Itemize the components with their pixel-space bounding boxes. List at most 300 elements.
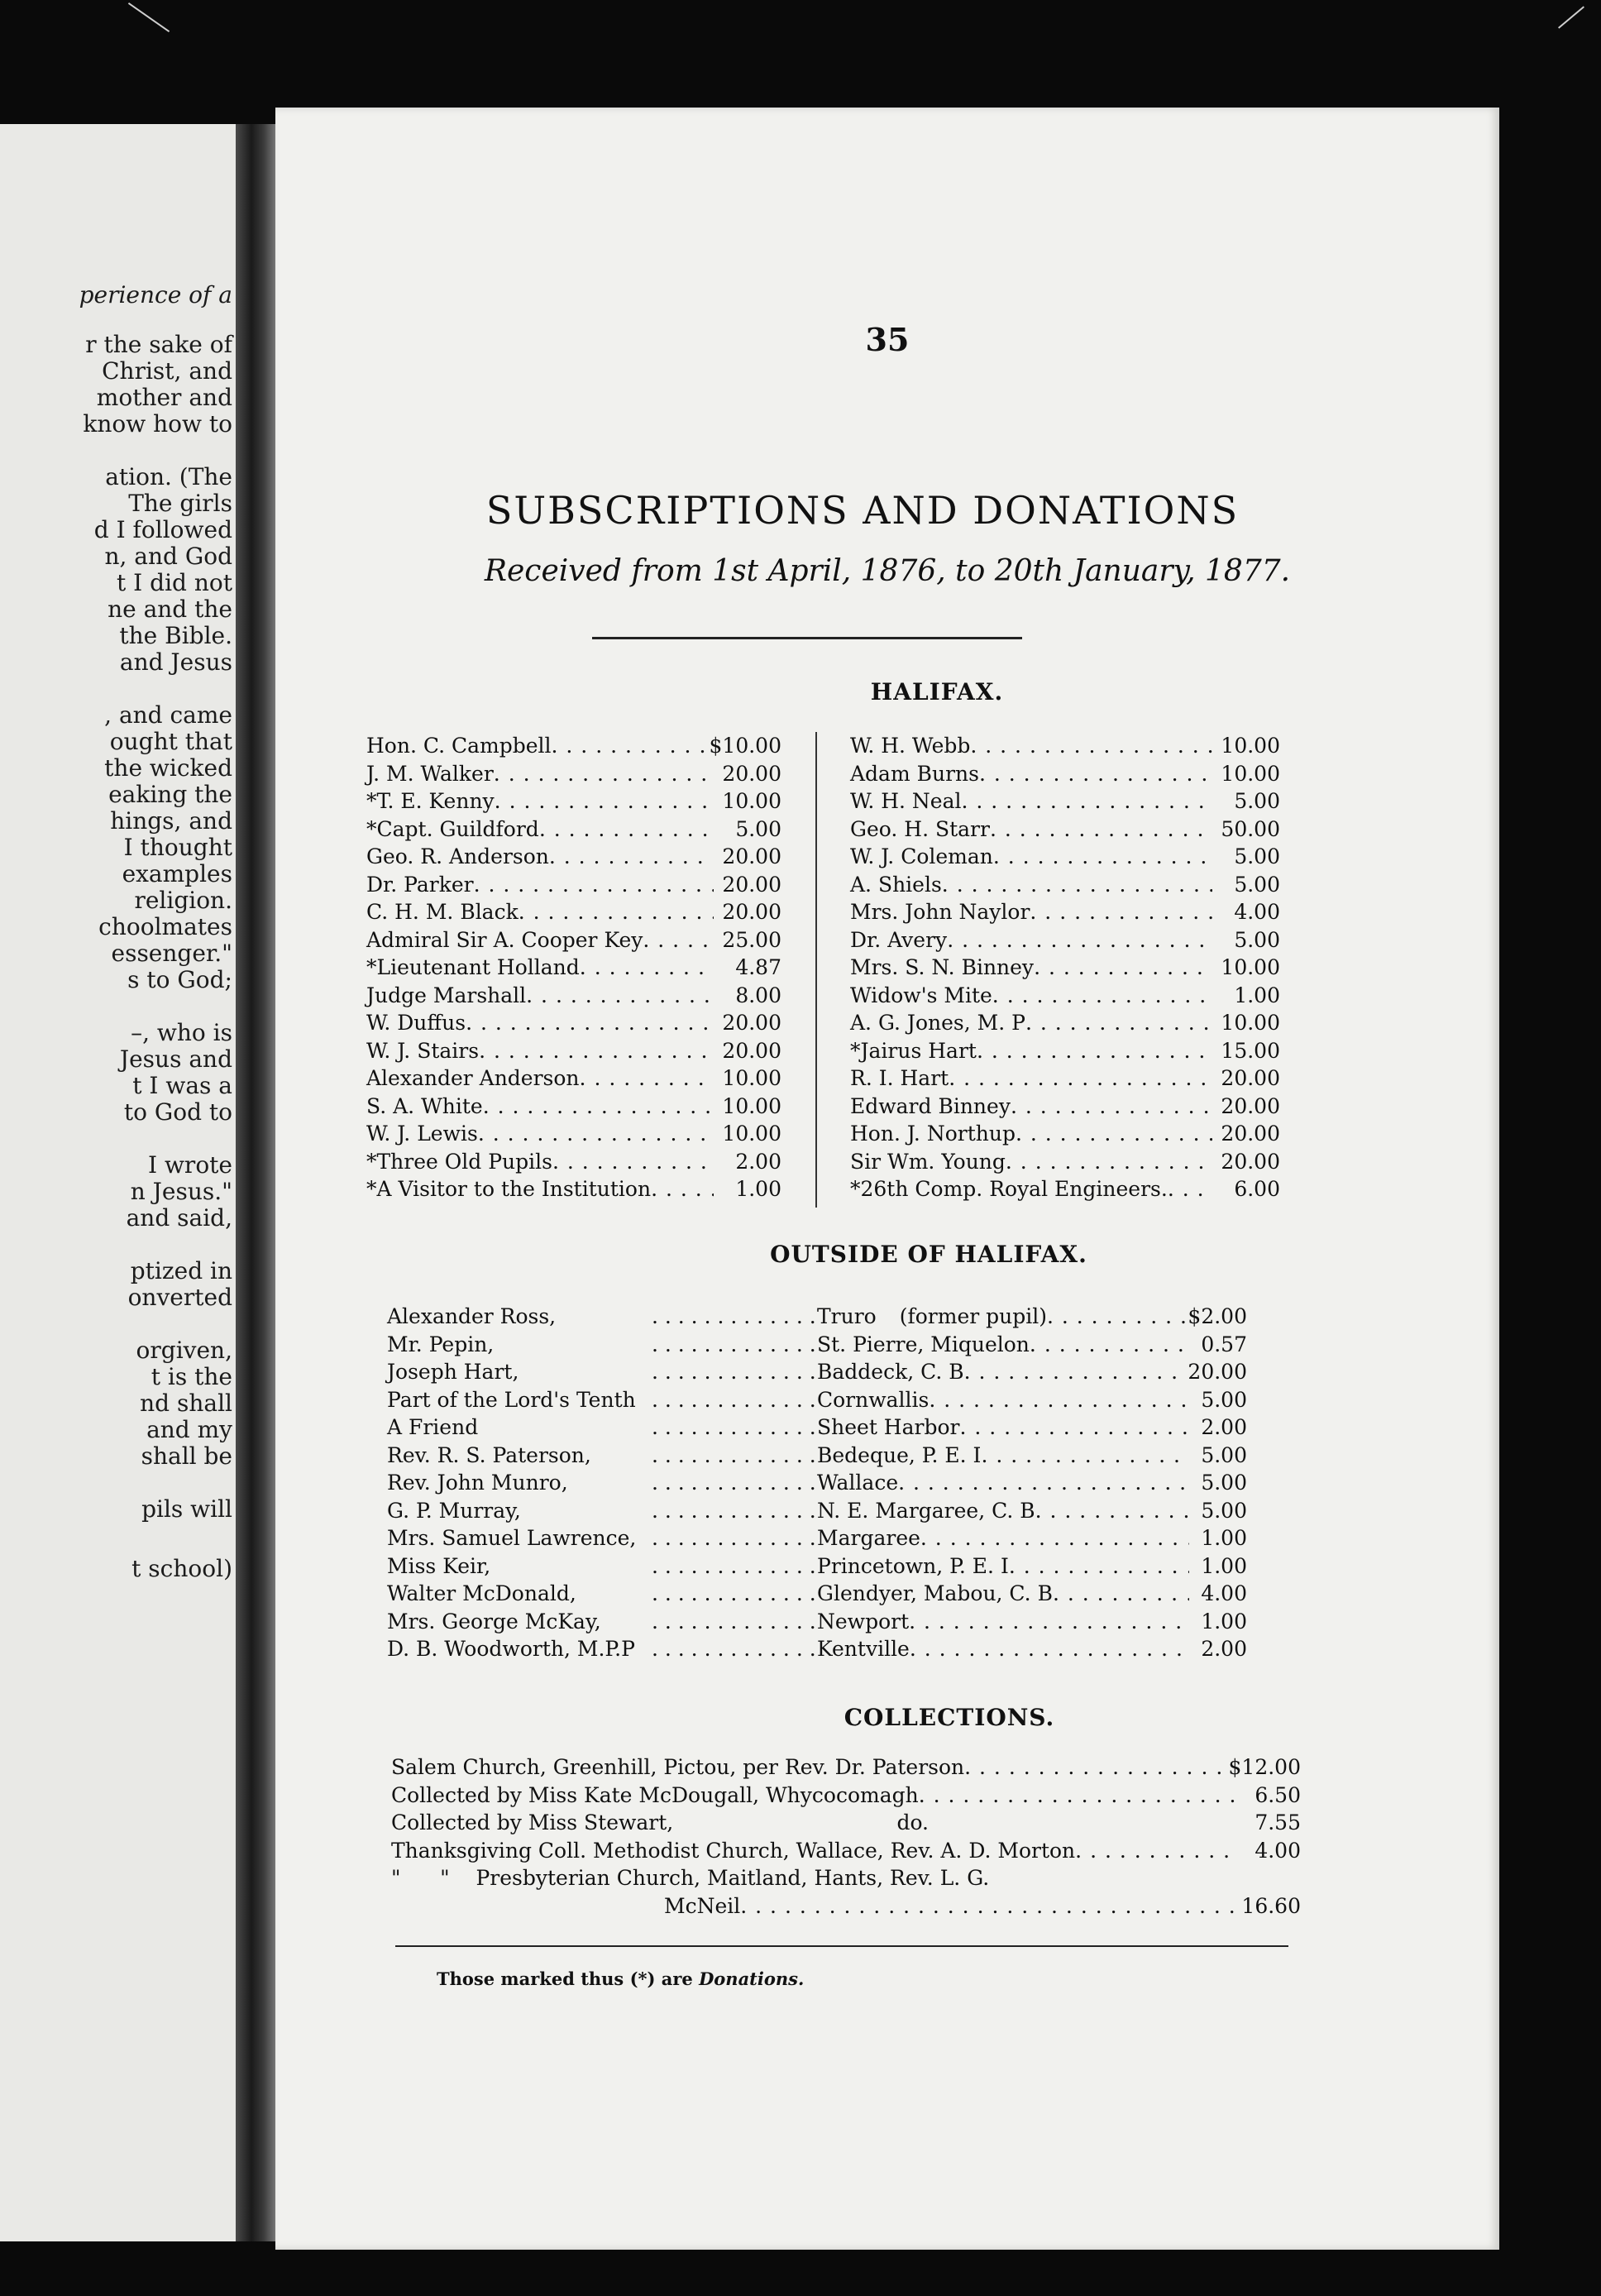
donor-row — [850, 982, 1280, 1010]
donor-name: Mrs. George McKay, — [387, 1609, 601, 1634]
donor-row — [850, 843, 1280, 871]
donor-name: Hon. J. Northup — [850, 1122, 1016, 1146]
outside-heading: OUTSIDE OF HALIFAX. — [770, 1241, 1087, 1268]
leader-dots — [652, 1386, 817, 1414]
donation-amount: 25.00 — [722, 927, 781, 952]
place-name: Cornwallis — [817, 1387, 930, 1412]
left-page-line: perience of a — [79, 281, 232, 309]
leader-dots — [964, 1358, 1188, 1386]
donor-row — [850, 816, 1280, 844]
leader-dots — [909, 1608, 1189, 1636]
donation-amount: 20.00 — [1221, 1066, 1280, 1090]
donation-amount: $10.00 — [709, 734, 781, 758]
donor-name: Rev. R. S. Paterson, — [387, 1442, 591, 1467]
left-page-line: pils will — [141, 1495, 232, 1523]
donation-amount: 50.00 — [1221, 816, 1280, 841]
donor-name: A. G. Jones, M. P — [850, 1011, 1025, 1035]
left-page-line: eaking the — [108, 781, 232, 808]
footnote-emphasis: Donations. — [699, 1968, 805, 1989]
donor-row — [850, 954, 1280, 982]
leader-dots — [478, 1120, 714, 1148]
outside-row — [387, 1608, 1297, 1636]
leader-dots — [474, 871, 714, 899]
collection-source: Salem Church, Greenhill, Pictou, per Rev. Dr. Paterson — [391, 1755, 965, 1779]
donor-name: Mrs. John Naylor — [850, 900, 1030, 924]
donor-name: W. H. Neal — [850, 789, 962, 813]
page-number: 35 — [865, 321, 910, 358]
donor-row — [366, 1037, 781, 1065]
donor-name: Alexander Ross, — [387, 1304, 557, 1328]
left-page-line: n, and God — [104, 543, 232, 570]
donation-amount: 15.00 — [1221, 1038, 1280, 1063]
leader-dots — [1047, 1303, 1188, 1331]
leader-dots — [1035, 1497, 1189, 1525]
donation-amount: 4.87 — [735, 955, 781, 979]
place-name: Baddeck, C. B — [817, 1360, 964, 1384]
donation-amount: 1.00 — [1234, 983, 1280, 1007]
outside-row — [387, 1303, 1297, 1331]
leader-dots — [1168, 1175, 1212, 1203]
donor-name: *Lieutenant Holland — [366, 955, 580, 979]
leader-dots — [552, 732, 710, 760]
donation-amount: 5.00 — [1201, 1498, 1247, 1523]
donation-amount: 10.00 — [1221, 761, 1280, 786]
donation-amount: 4.00 — [1234, 900, 1280, 924]
donor-name: W. J. Stairs — [366, 1038, 480, 1063]
donor-name: W. H. Webb — [850, 734, 971, 758]
donation-amount: 20.00 — [1221, 1093, 1280, 1118]
collection-amount: 4.00 — [1255, 1838, 1301, 1863]
left-page-line: r the sake of — [85, 331, 232, 358]
leader-dots — [483, 1093, 714, 1121]
left-page-line: orgiven, — [136, 1337, 232, 1364]
left-page-line: hings, and — [110, 807, 232, 835]
donation-amount: 20.00 — [722, 1011, 781, 1035]
leader-dots — [519, 898, 714, 926]
donation-amount: $2.00 — [1188, 1304, 1247, 1328]
donor-row — [366, 843, 781, 871]
leader-dots — [1009, 1552, 1189, 1581]
leader-dots — [929, 1386, 1189, 1414]
leader-dots — [651, 1175, 714, 1203]
collection-amount: 7.55 — [1255, 1810, 1301, 1834]
donor-row — [850, 1120, 1280, 1148]
left-page-line: essenger." — [111, 940, 232, 967]
donation-amount: 2.00 — [1201, 1637, 1247, 1661]
donor-name: Adam Burns — [850, 761, 979, 786]
donation-amount: 10.00 — [722, 1093, 781, 1118]
donor-row — [850, 871, 1280, 899]
place-name: Newport — [817, 1609, 910, 1634]
place-name: Truro — [817, 1304, 877, 1328]
donor-row — [366, 1148, 781, 1176]
leader-dots — [981, 1442, 1189, 1470]
leader-dots — [964, 1753, 1228, 1782]
leader-dots — [962, 787, 1213, 816]
left-page-line: t I did not — [117, 569, 232, 596]
donation-amount: 6.00 — [1234, 1177, 1280, 1201]
donation-amount: 10.00 — [722, 1066, 781, 1090]
donor-name: Miss Keir, — [387, 1553, 491, 1578]
donor-row — [366, 871, 781, 899]
left-page-line: and Jesus — [119, 648, 232, 676]
donation-amount: 5.00 — [1234, 789, 1280, 813]
leader-dots — [652, 1358, 817, 1386]
leader-dots — [1006, 1148, 1212, 1176]
leader-dots — [652, 1635, 817, 1663]
donations-footnote — [437, 1968, 804, 1989]
left-page-line: , and came — [104, 701, 232, 729]
book-gutter — [236, 124, 275, 2241]
place-group — [652, 1413, 1247, 1442]
donor-row — [850, 1148, 1280, 1176]
donation-amount: 1.00 — [735, 1177, 781, 1201]
place-group — [652, 1469, 1247, 1497]
left-page-line: to God to — [123, 1098, 232, 1126]
donor-row — [366, 760, 781, 788]
donor-row — [366, 732, 781, 760]
place-group — [652, 1552, 1247, 1581]
outside-row — [387, 1469, 1297, 1497]
donation-amount: 1.00 — [1201, 1553, 1247, 1578]
halifax-right-column — [850, 732, 1280, 1203]
collection-row — [391, 1809, 1301, 1837]
donation-amount: 5.00 — [1201, 1442, 1247, 1467]
place-group — [652, 1386, 1247, 1414]
leader-dots — [643, 926, 714, 954]
collection-row — [391, 1837, 1301, 1865]
donor-name: Rev. John Munro, — [387, 1471, 568, 1495]
leader-dots — [580, 1064, 714, 1093]
donor-row — [850, 926, 1280, 954]
leader-dots — [942, 871, 1212, 899]
leader-dots — [652, 1413, 817, 1442]
donor-name: Widow's Mite — [850, 983, 992, 1007]
left-page-line: nd shall — [140, 1390, 232, 1417]
halifax-left-column — [366, 732, 781, 1203]
place-group — [652, 1358, 1247, 1386]
donor-row — [366, 1120, 781, 1148]
donor-name: A Friend — [387, 1415, 479, 1439]
left-page-line: t is the — [151, 1363, 232, 1390]
collections-list — [391, 1753, 1301, 1927]
left-page-line: religion. — [134, 887, 232, 914]
collection-source: " " Presbyterian Church, Maitland, Hants, Rev. L. G. — [391, 1866, 990, 1890]
left-page-line: ation. (The — [105, 463, 232, 490]
left-page-line: know how to — [83, 410, 232, 438]
outside-row — [387, 1552, 1297, 1581]
footnote-text: Those marked thus (*) are — [437, 1968, 700, 1989]
place-group — [652, 1303, 1247, 1331]
donor-name: Alexander Anderson — [366, 1066, 580, 1090]
left-page-line: s to God; — [127, 966, 232, 993]
donor-name: R. I. Hart — [850, 1066, 949, 1090]
left-page-line: choolmates — [98, 913, 232, 940]
collection-row — [391, 1864, 1301, 1892]
leader-dots — [992, 982, 1212, 1010]
leader-dots — [580, 954, 714, 982]
column-divider — [815, 732, 817, 1208]
donation-amount: 5.00 — [1234, 872, 1280, 897]
leader-dots — [466, 1009, 714, 1037]
left-page-line: and said, — [126, 1204, 232, 1232]
left-page-line: examples — [122, 860, 232, 887]
collection-amount — [1235, 1864, 1301, 1892]
leader-dots — [479, 1037, 714, 1065]
donor-row — [366, 926, 781, 954]
donation-amount: 4.00 — [1201, 1581, 1247, 1605]
left-page-line: The girls — [128, 490, 232, 517]
donation-amount: 20.00 — [722, 872, 781, 897]
collection-source: Collected by Miss Stewart, do. — [391, 1810, 929, 1834]
donor-name: Mrs. S. N. Binney — [850, 955, 1035, 979]
donation-amount: 20.00 — [1221, 1149, 1280, 1174]
leader-dots — [549, 843, 714, 871]
donor-name: Hon. C. Campbell — [366, 734, 552, 758]
leader-dots — [993, 843, 1212, 871]
left-page-line: I thought — [123, 834, 232, 861]
donor-name: G. P. Murray, — [387, 1498, 521, 1523]
leader-dots — [652, 1552, 817, 1581]
donor-name: C. H. M. Black — [366, 900, 519, 924]
donor-name: Mrs. Samuel Lawrence, — [387, 1526, 637, 1550]
left-page-line: ptized in — [130, 1257, 232, 1284]
leader-dots — [652, 1580, 817, 1608]
collection-amount: 6.50 — [1255, 1782, 1301, 1807]
donation-amount: 5.00 — [735, 816, 781, 841]
donation-amount: 5.00 — [1201, 1471, 1247, 1495]
donor-name: Mr. Pepin, — [387, 1332, 495, 1356]
place-group — [652, 1608, 1247, 1636]
leader-dots — [920, 1524, 1189, 1552]
place-name: Margaree — [817, 1526, 920, 1550]
left-page-line: I wrote — [148, 1151, 232, 1179]
donation-amount: 20.00 — [722, 761, 781, 786]
donor-row — [850, 1009, 1280, 1037]
footer-rule — [395, 1945, 1288, 1947]
donation-amount: 2.00 — [1201, 1415, 1247, 1439]
left-page-line: Christ, and — [102, 357, 232, 385]
leader-dots — [552, 1148, 714, 1176]
leader-dots — [652, 1331, 817, 1359]
donor-row — [850, 898, 1280, 926]
outside-row — [387, 1442, 1297, 1470]
donor-row — [366, 1093, 781, 1121]
donation-amount: 20.00 — [1188, 1360, 1247, 1384]
donor-name: A. Shiels — [850, 872, 942, 897]
leader-dots — [652, 1442, 817, 1470]
place-name: St. Pierre, Miquelon — [817, 1332, 1030, 1356]
leader-dots — [740, 1892, 1235, 1921]
place-group — [652, 1524, 1247, 1552]
donor-name: Sir Wm. Young — [850, 1149, 1006, 1174]
donor-name: *Capt. Guildford — [366, 816, 539, 841]
donation-amount: 2.00 — [735, 1149, 781, 1174]
collection-row — [391, 1753, 1301, 1782]
leader-dots — [949, 1064, 1212, 1093]
left-page-line: the wicked — [104, 754, 232, 782]
place-group — [652, 1331, 1247, 1359]
donor-name: Dr. Avery — [850, 927, 948, 952]
leader-dots — [919, 1782, 1235, 1810]
collection-source: Collected by Miss Kate McDougall, Whycocomagh — [391, 1782, 919, 1807]
leader-dots — [494, 760, 714, 788]
title-rule — [592, 637, 1022, 639]
leader-dots — [652, 1303, 817, 1331]
donor-row — [850, 1037, 1280, 1065]
donor-row — [366, 1175, 781, 1203]
leader-dots — [970, 732, 1212, 760]
page-subtitle: Received from 1st April, 1876, to 20th January, 1877. — [484, 554, 1291, 588]
left-page-line: d I followed — [93, 516, 232, 543]
outside-row — [387, 1331, 1297, 1359]
donor-row — [850, 1093, 1280, 1121]
place-name: Princetown, P. E. I — [817, 1553, 1009, 1578]
donor-name: *Three Old Pupils — [366, 1149, 552, 1174]
leader-dots — [979, 760, 1212, 788]
leader-dots — [1030, 1331, 1189, 1359]
collection-row — [391, 1782, 1301, 1810]
outside-row — [387, 1358, 1297, 1386]
outside-row — [387, 1635, 1297, 1663]
left-page-line: –, who is — [131, 1019, 232, 1046]
left-page-line: ought that — [109, 728, 232, 755]
donation-amount: 20.00 — [722, 1038, 781, 1063]
donor-name: W. J. Lewis — [366, 1122, 478, 1146]
donor-row — [366, 898, 781, 926]
spacer — [989, 1864, 1235, 1892]
donation-amount: 20.00 — [1221, 1122, 1280, 1146]
place-name: Sheet Harbor — [817, 1415, 960, 1439]
leader-dots — [1075, 1837, 1235, 1865]
leader-dots — [947, 926, 1212, 954]
donor-name: D. B. Woodworth, M.P.P — [387, 1637, 635, 1661]
place-name: Kentville — [817, 1637, 910, 1661]
donor-row — [850, 732, 1280, 760]
left-page-line: mother and — [96, 384, 232, 411]
donation-amount: 0.57 — [1201, 1332, 1247, 1356]
donor-row — [366, 982, 781, 1010]
donation-amount: 10.00 — [722, 1122, 781, 1146]
donation-amount: 10.00 — [1221, 955, 1280, 979]
left-facing-page — [0, 124, 236, 2241]
donation-amount: 20.00 — [722, 844, 781, 868]
right-page — [275, 108, 1499, 2250]
leader-dots — [1053, 1580, 1189, 1608]
left-page-line: and my — [146, 1416, 232, 1443]
outside-row — [387, 1413, 1297, 1442]
donor-row — [366, 954, 781, 982]
donor-name: J. M. Walker — [366, 761, 494, 786]
donation-amount: 8.00 — [735, 983, 781, 1007]
collection-source: McNeil — [664, 1893, 741, 1918]
leader-dots — [1011, 1093, 1212, 1121]
spacer — [929, 1809, 1235, 1837]
outside-list — [387, 1303, 1297, 1675]
donation-amount: 1.00 — [1201, 1609, 1247, 1634]
halifax-heading: HALIFAX. — [870, 678, 1004, 706]
leader-dots — [526, 982, 714, 1010]
donation-amount: 5.00 — [1234, 927, 1280, 952]
leader-dots — [1025, 1009, 1212, 1037]
leader-dots — [977, 1037, 1212, 1065]
donation-amount: 20.00 — [722, 900, 781, 924]
donation-amount: 5.00 — [1234, 844, 1280, 868]
place-name: Bedeque, P. E. I — [817, 1442, 982, 1467]
donor-row — [366, 816, 781, 844]
donor-row — [366, 1009, 781, 1037]
donor-row — [366, 1064, 781, 1093]
donation-amount: 5.00 — [1201, 1387, 1247, 1412]
donation-amount: 1.00 — [1201, 1526, 1247, 1550]
left-page-line: onverted — [127, 1284, 232, 1311]
leader-dots — [652, 1524, 817, 1552]
donor-name: *A Visitor to the Institution — [366, 1177, 652, 1201]
left-page-line: the Bible. — [119, 622, 232, 649]
donor-name: *26th Comp. Royal Engineers. — [850, 1177, 1168, 1201]
donor-name: Admiral Sir A. Cooper Key — [366, 927, 643, 952]
leader-dots — [495, 787, 714, 816]
left-page-line: shall be — [141, 1442, 232, 1470]
leader-dots — [1034, 954, 1212, 982]
donor-name: S. A. White — [366, 1093, 483, 1118]
donor-row — [850, 760, 1280, 788]
left-page-line: n Jesus." — [130, 1178, 232, 1205]
collection-source: Thanksgiving Coll. Methodist Church, Wallace, Rev. A. D. Morton — [391, 1838, 1076, 1863]
leader-dots — [652, 1608, 817, 1636]
leader-dots — [959, 1413, 1189, 1442]
place-group — [652, 1580, 1247, 1608]
donor-name: Dr. Parker — [366, 872, 474, 897]
leader-dots — [652, 1497, 817, 1525]
leader-dots — [1016, 1120, 1212, 1148]
donor-name: Edward Binney — [850, 1093, 1011, 1118]
leader-dots — [1030, 898, 1212, 926]
outside-row — [387, 1580, 1297, 1608]
place-group — [652, 1497, 1247, 1525]
collection-amount: $12.00 — [1228, 1755, 1301, 1779]
left-page-line: t school) — [131, 1555, 232, 1582]
place-group — [652, 1635, 1247, 1663]
place-name: N. E. Margaree, C. B — [817, 1498, 1035, 1523]
donor-row — [850, 787, 1280, 816]
left-page-line: t I was a — [132, 1072, 232, 1099]
leader-dots — [539, 816, 714, 844]
donor-name: Geo. H. Starr — [850, 816, 990, 841]
donor-name: Joseph Hart, — [387, 1360, 519, 1384]
place-group — [652, 1442, 1247, 1470]
donor-name: Judge Marshall — [366, 983, 527, 1007]
leader-dots — [910, 1635, 1189, 1663]
place-note: (former pupil) — [899, 1304, 1047, 1328]
donation-amount: 10.00 — [1221, 1011, 1280, 1035]
donor-name: Geo. R. Anderson — [366, 844, 549, 868]
left-page-line: ne and the — [108, 596, 232, 623]
left-page-line: Jesus and — [119, 1045, 232, 1073]
collection-amount: 16.60 — [1241, 1893, 1301, 1918]
page-title: SUBSCRIPTIONS AND DONATIONS — [485, 488, 1240, 533]
donor-name: Walter McDonald, — [387, 1581, 576, 1605]
collection-row — [391, 1892, 1301, 1921]
leader-dots — [652, 1469, 817, 1497]
donor-row — [850, 1175, 1280, 1203]
leader-dots — [898, 1469, 1189, 1497]
donor-name: W. Duffus — [366, 1011, 466, 1035]
donor-row — [850, 1064, 1280, 1093]
place-name: Glendyer, Mabou, C. B — [817, 1581, 1053, 1605]
outside-row — [387, 1524, 1297, 1552]
donation-amount: 10.00 — [1221, 734, 1280, 758]
